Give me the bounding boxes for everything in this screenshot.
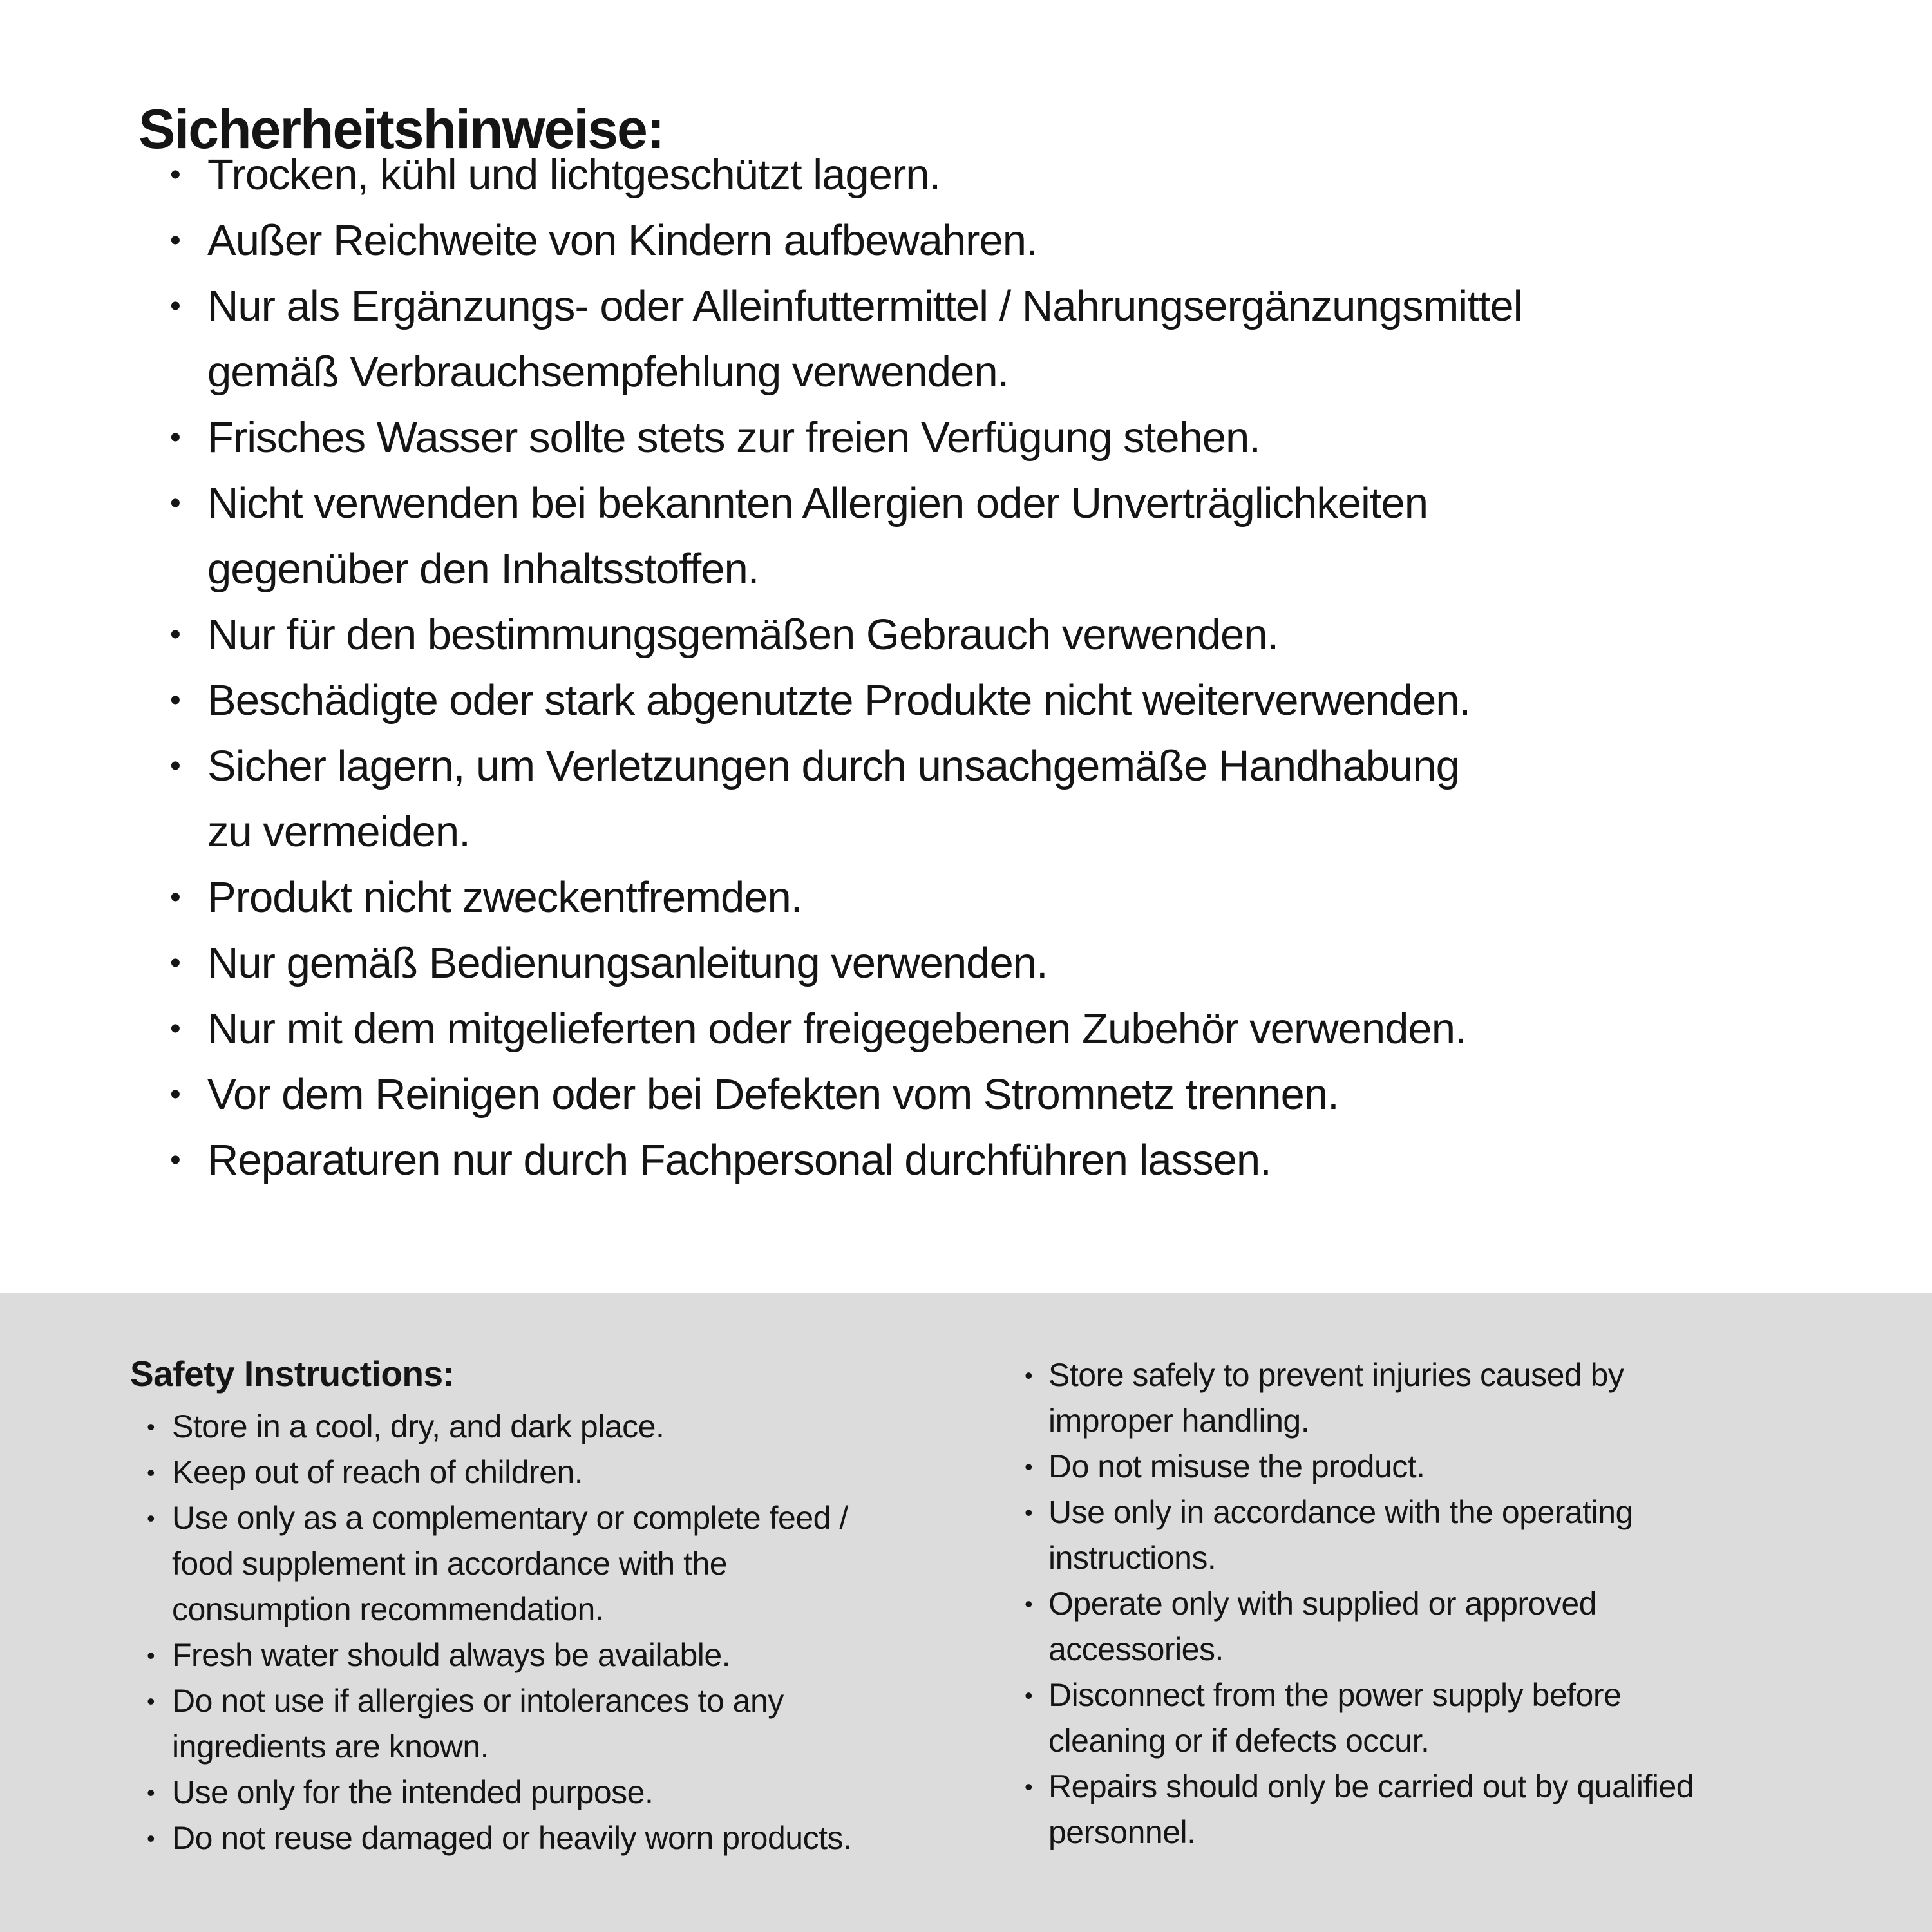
bullet-icon: • <box>170 1012 180 1046</box>
german-list-item <box>170 208 1522 274</box>
bullet-icon: • <box>170 486 180 520</box>
bullet-icon: • <box>170 223 180 258</box>
english-list-item-text: accessories. <box>1048 1631 1224 1667</box>
english-list-item <box>130 1633 851 1678</box>
bullet-icon: • <box>170 158 180 192</box>
english-list-item <box>130 1404 851 1450</box>
english-list-item <box>130 1495 851 1541</box>
german-list-item-continuation <box>170 799 1522 865</box>
bullet-icon: • <box>1025 1362 1033 1388</box>
english-list-item <box>130 1678 851 1724</box>
english-list-item-text: Use only for the intended purpose. <box>172 1774 654 1810</box>
english-list-item-continuation <box>1025 1810 1694 1855</box>
english-list-item <box>130 1815 851 1861</box>
english-list-item-text: Disconnect from the power supply before <box>1048 1677 1622 1713</box>
german-list-item-text: Nur als Ergänzungs- oder Alleinfuttermittel / Nahrungsergänzungsmittel <box>207 282 1522 330</box>
english-list-item-text: Keep out of reach of children. <box>172 1454 583 1490</box>
german-list-item-text: Produkt nicht zweckentfremden. <box>207 873 802 922</box>
bullet-icon: • <box>170 618 180 652</box>
english-list-item-continuation <box>1025 1398 1694 1444</box>
bullet-icon: • <box>147 1825 155 1852</box>
german-list-item-text: zu vermeiden. <box>207 808 470 856</box>
german-list-item-text: gemäß Verbrauchsempfehlung verwenden. <box>207 348 1009 396</box>
bullet-icon: • <box>170 749 180 783</box>
german-list-item-text: Nur gemäß Bedienungsanleitung verwenden. <box>207 939 1048 987</box>
english-list-item <box>1025 1352 1694 1398</box>
german-heading: Sicherheitshinweise: <box>138 98 664 160</box>
english-list-item <box>1025 1672 1694 1718</box>
german-list-item-text: Außer Reichweite von Kindern aufbewahren. <box>207 216 1037 265</box>
english-list-item-text: Do not use if allergies or intolerances to any <box>172 1683 784 1719</box>
english-list-item-continuation <box>1025 1627 1694 1672</box>
english-list-item <box>1025 1490 1694 1535</box>
english-list-item-continuation <box>130 1541 851 1587</box>
german-list-item-text: Frisches Wasser sollte stets zur freien Verfügung stehen. <box>207 413 1260 462</box>
bullet-icon: • <box>170 880 180 914</box>
english-list-item-text: Do not reuse damaged or heavily worn products. <box>172 1820 852 1856</box>
english-list-item-text: improper handling. <box>1048 1403 1310 1439</box>
bullet-icon: • <box>170 289 180 323</box>
german-list-item <box>170 996 1522 1062</box>
english-list-item-text: Operate only with supplied or approved <box>1048 1586 1596 1622</box>
bullet-icon: • <box>147 1779 155 1806</box>
german-safety-list <box>170 142 1522 1193</box>
english-heading: Safety Instructions: <box>130 1354 455 1394</box>
bullet-icon: • <box>170 1143 180 1177</box>
bullet-icon: • <box>1025 1774 1033 1800</box>
bullet-icon: • <box>147 1688 155 1714</box>
german-list-item-text: Sicher lagern, um Verletzungen durch unsachgemäße Handhabung <box>207 742 1459 790</box>
english-list-item-text: Store in a cool, dry, and dark place. <box>172 1408 665 1444</box>
bullet-icon: • <box>170 421 180 455</box>
english-list-item-text: Do not misuse the product. <box>1048 1448 1425 1484</box>
bullet-icon: • <box>147 1414 155 1440</box>
german-list-item-continuation <box>170 339 1522 405</box>
english-list-item-continuation <box>1025 1535 1694 1581</box>
english-column-right <box>1025 1352 1694 1855</box>
german-list-item-text: Vor dem Reinigen oder bei Defekten vom Stromnetz trennen. <box>207 1070 1339 1119</box>
english-list-item-text: personnel. <box>1048 1814 1196 1850</box>
german-list-item-text: Beschädigte oder stark abgenutzte Produkte nicht weiterverwenden. <box>207 676 1471 724</box>
bullet-icon: • <box>1025 1682 1033 1709</box>
german-list-item <box>170 865 1522 931</box>
bullet-icon: • <box>1025 1454 1033 1480</box>
english-list-item-text: Repairs should only be carried out by qualified <box>1048 1768 1694 1804</box>
german-list-item <box>170 142 1522 208</box>
english-list-item-text: ingredients are known. <box>172 1728 489 1765</box>
english-list-item-text: cleaning or if defects occur. <box>1048 1723 1430 1759</box>
german-list-item-text: Trocken, kühl und lichtgeschützt lagern. <box>207 151 941 199</box>
english-list-item-continuation <box>1025 1718 1694 1764</box>
english-list-item <box>130 1450 851 1495</box>
english-list-item-continuation <box>130 1587 851 1633</box>
bullet-icon: • <box>147 1459 155 1486</box>
german-list-item-continuation <box>170 536 1522 602</box>
english-list-item-text: Store safely to prevent injuries caused by <box>1048 1357 1624 1393</box>
german-list-item <box>170 274 1522 339</box>
german-list-item <box>170 734 1522 799</box>
german-list-item <box>170 931 1522 996</box>
english-list-item-text: Use only as a complementary or complete feed / <box>172 1500 848 1536</box>
german-list-item-text: Nur für den bestimmungsgemäßen Gebrauch verwenden. <box>207 611 1279 659</box>
german-list-item <box>170 1062 1522 1128</box>
german-list-item-text: Nicht verwenden bei bekannten Allergien oder Unverträglichkeiten <box>207 479 1428 527</box>
bullet-icon: • <box>1025 1591 1033 1617</box>
german-list-item <box>170 1128 1522 1193</box>
german-list-item-text: gegenüber den Inhaltsstoffen. <box>207 545 759 593</box>
english-list-item-text: food supplement in accordance with the <box>172 1546 728 1582</box>
english-list-item <box>1025 1764 1694 1810</box>
english-list-item-continuation <box>130 1724 851 1770</box>
german-list-item-text: Nur mit dem mitgelieferten oder freigegebenen Zubehör verwenden. <box>207 1005 1466 1053</box>
english-list-item-text: consumption recommendation. <box>172 1591 604 1627</box>
german-list-item <box>170 405 1522 471</box>
english-list-item-text: Use only in accordance with the operating <box>1048 1494 1633 1530</box>
bullet-icon: • <box>1025 1499 1033 1526</box>
english-list-item <box>1025 1581 1694 1627</box>
bullet-icon: • <box>170 946 180 980</box>
bullet-icon: • <box>147 1642 155 1669</box>
bullet-icon: • <box>147 1505 155 1531</box>
english-list-item-text: Fresh water should always be available. <box>172 1637 731 1673</box>
english-column-left <box>130 1351 851 1861</box>
bullet-icon: • <box>170 683 180 717</box>
german-list-item <box>170 668 1522 734</box>
english-list-item <box>1025 1444 1694 1490</box>
german-list-item <box>170 602 1522 668</box>
german-list-item-text: Reparaturen nur durch Fachpersonal durchführen lassen. <box>207 1136 1271 1184</box>
german-list-item <box>170 471 1522 536</box>
english-list-item <box>130 1770 851 1815</box>
english-list-item-text: instructions. <box>1048 1540 1217 1576</box>
bullet-icon: • <box>170 1077 180 1112</box>
